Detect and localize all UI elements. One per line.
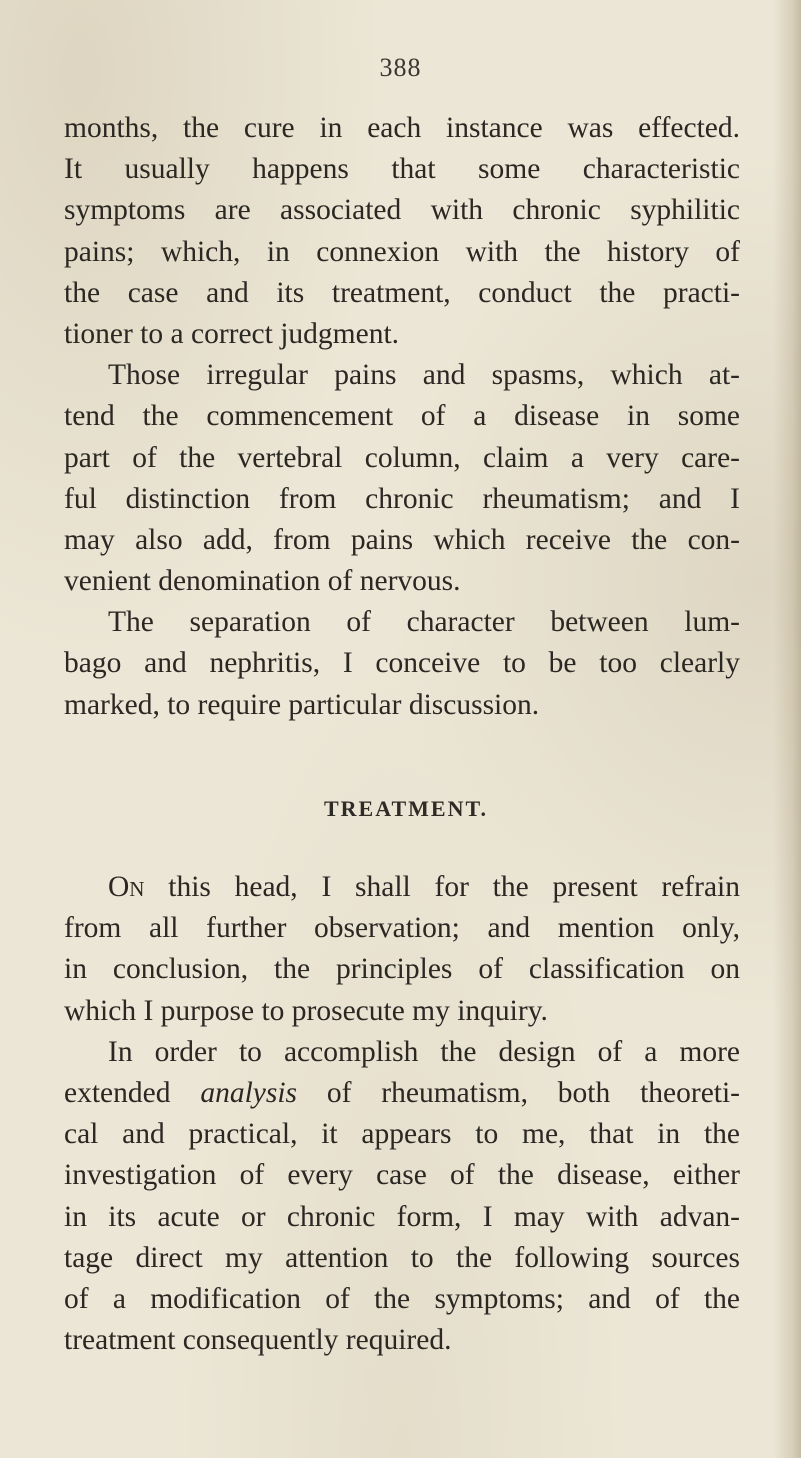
text-line: investigation of every case of the disease, either (64, 1159, 740, 1192)
page-body (64, 108, 740, 1361)
text-line: In order to accomplish the design of a more (108, 1035, 740, 1068)
text-line: Those irregular pains and spasms, which at- (108, 359, 740, 392)
text-line (64, 1073, 740, 1114)
paragraph-5 (64, 1032, 740, 1362)
italic-term: analysis (200, 1076, 298, 1109)
text-line: tioner to a correct judgment. (64, 317, 400, 350)
page-number: 388 (379, 53, 422, 82)
text-line: ful distinction from chronic rheumatism; and I (64, 482, 740, 515)
text-line: pains; which, in connexion with the history of (64, 235, 740, 268)
text-fragment: extended (64, 1076, 201, 1109)
text-line: venient denomination of nervous. (64, 565, 461, 598)
text-line: marked, to require particular discussion. (64, 688, 540, 721)
text-line: months, the cure in each instance was effected. (64, 112, 740, 144)
opening-word: On (108, 871, 145, 903)
section-heading: TREATMENT. (323, 795, 489, 821)
text-fragment: this head, I shall for the present refrain (144, 871, 740, 903)
text-line: cal and practical, it appears to me, that in the (64, 1118, 740, 1151)
text-line: treatment consequently required. (64, 1324, 452, 1357)
text-line: It usually happens that some characteristic (64, 153, 740, 186)
text-line: in its acute or chronic form, I may with advan- (64, 1200, 740, 1233)
text-fragment: of rheumatism, both theoreti- (297, 1076, 740, 1109)
text-line: symptoms are associated with chronic syphilitic (64, 194, 740, 227)
spacer (64, 829, 740, 867)
spacer (64, 726, 740, 788)
paragraph-2 (64, 355, 740, 602)
text-line (64, 867, 740, 908)
text-line: tage direct my attention to the following sources (64, 1241, 740, 1274)
text-line: in conclusion, the principles of classification on (64, 953, 740, 986)
page-edge-shadow (773, 0, 801, 1458)
text-line: bago and nephritis, I conceive to be too clearly (64, 647, 740, 680)
text-line: may also add, from pains which receive the con- (64, 523, 740, 556)
text-line: The separation of character between lum- (108, 606, 740, 639)
text-line: from all further observation; and mention only, (64, 912, 740, 945)
text-line: of a modification of the symptoms; and of the (64, 1282, 740, 1315)
paragraph-3 (64, 602, 740, 726)
text-line: the case and its treatment, conduct the practi- (64, 276, 740, 309)
text-line: tend the commencement of a disease in some (64, 400, 740, 433)
paragraph-1 (64, 108, 740, 355)
text-line: part of the vertebral column, claim a very care- (64, 441, 740, 474)
paragraph-4 (64, 867, 740, 1032)
text-line: which I purpose to prosecute my inquiry. (64, 994, 548, 1027)
